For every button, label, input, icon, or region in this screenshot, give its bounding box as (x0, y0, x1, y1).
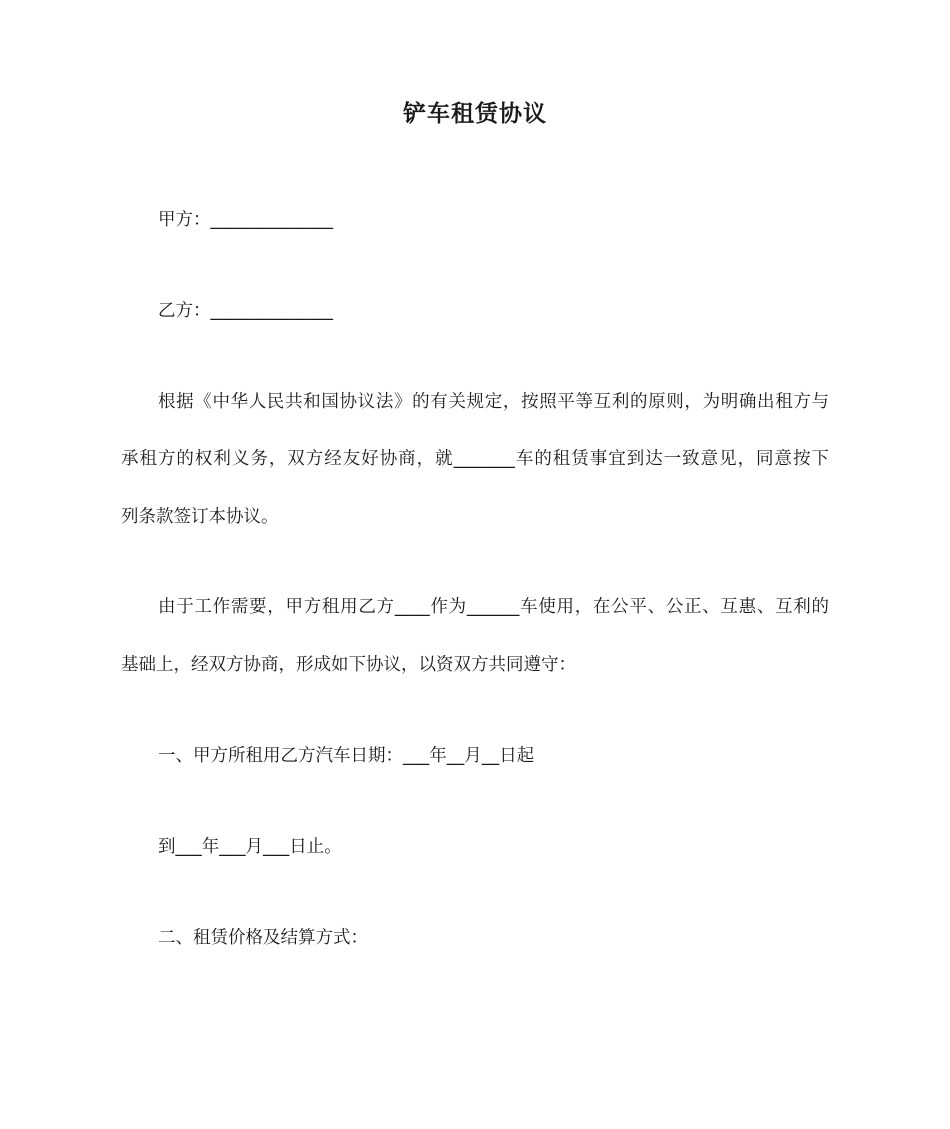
paragraph-1-line-1: 根据《中华人民共和国协议法》的有关规定，按照平等互利的原则，为明确出租方与 (158, 392, 829, 412)
paragraph-1-line-2: 承租方的权利义务，双方经友好协商，就_______车的租赁事宜到达一致意见，同意按下 (121, 449, 829, 469)
clause-1-line-2: 到___年___月___日止。 (158, 837, 342, 857)
clause-1-line-1: 一、甲方所租用乙方汽车日期：___年__月__日起 (158, 746, 535, 766)
party-b-line: 乙方：______________ (158, 301, 333, 321)
document-title: 铲车租赁协议 (403, 101, 547, 127)
party-a-line: 甲方：______________ (158, 210, 333, 230)
paragraph-2-line-1: 由于工作需要，甲方租用乙方____作为______车使用，在公平、公正、互惠、互利的 (158, 597, 829, 617)
clause-2-heading: 二、租赁价格及结算方式： (158, 928, 368, 948)
paragraph-2-line-2: 基础上，经双方协商，形成如下协议，以资双方共同遵守： (121, 655, 576, 675)
paragraph-1-line-3: 列条款签订本协议。 (121, 507, 279, 527)
